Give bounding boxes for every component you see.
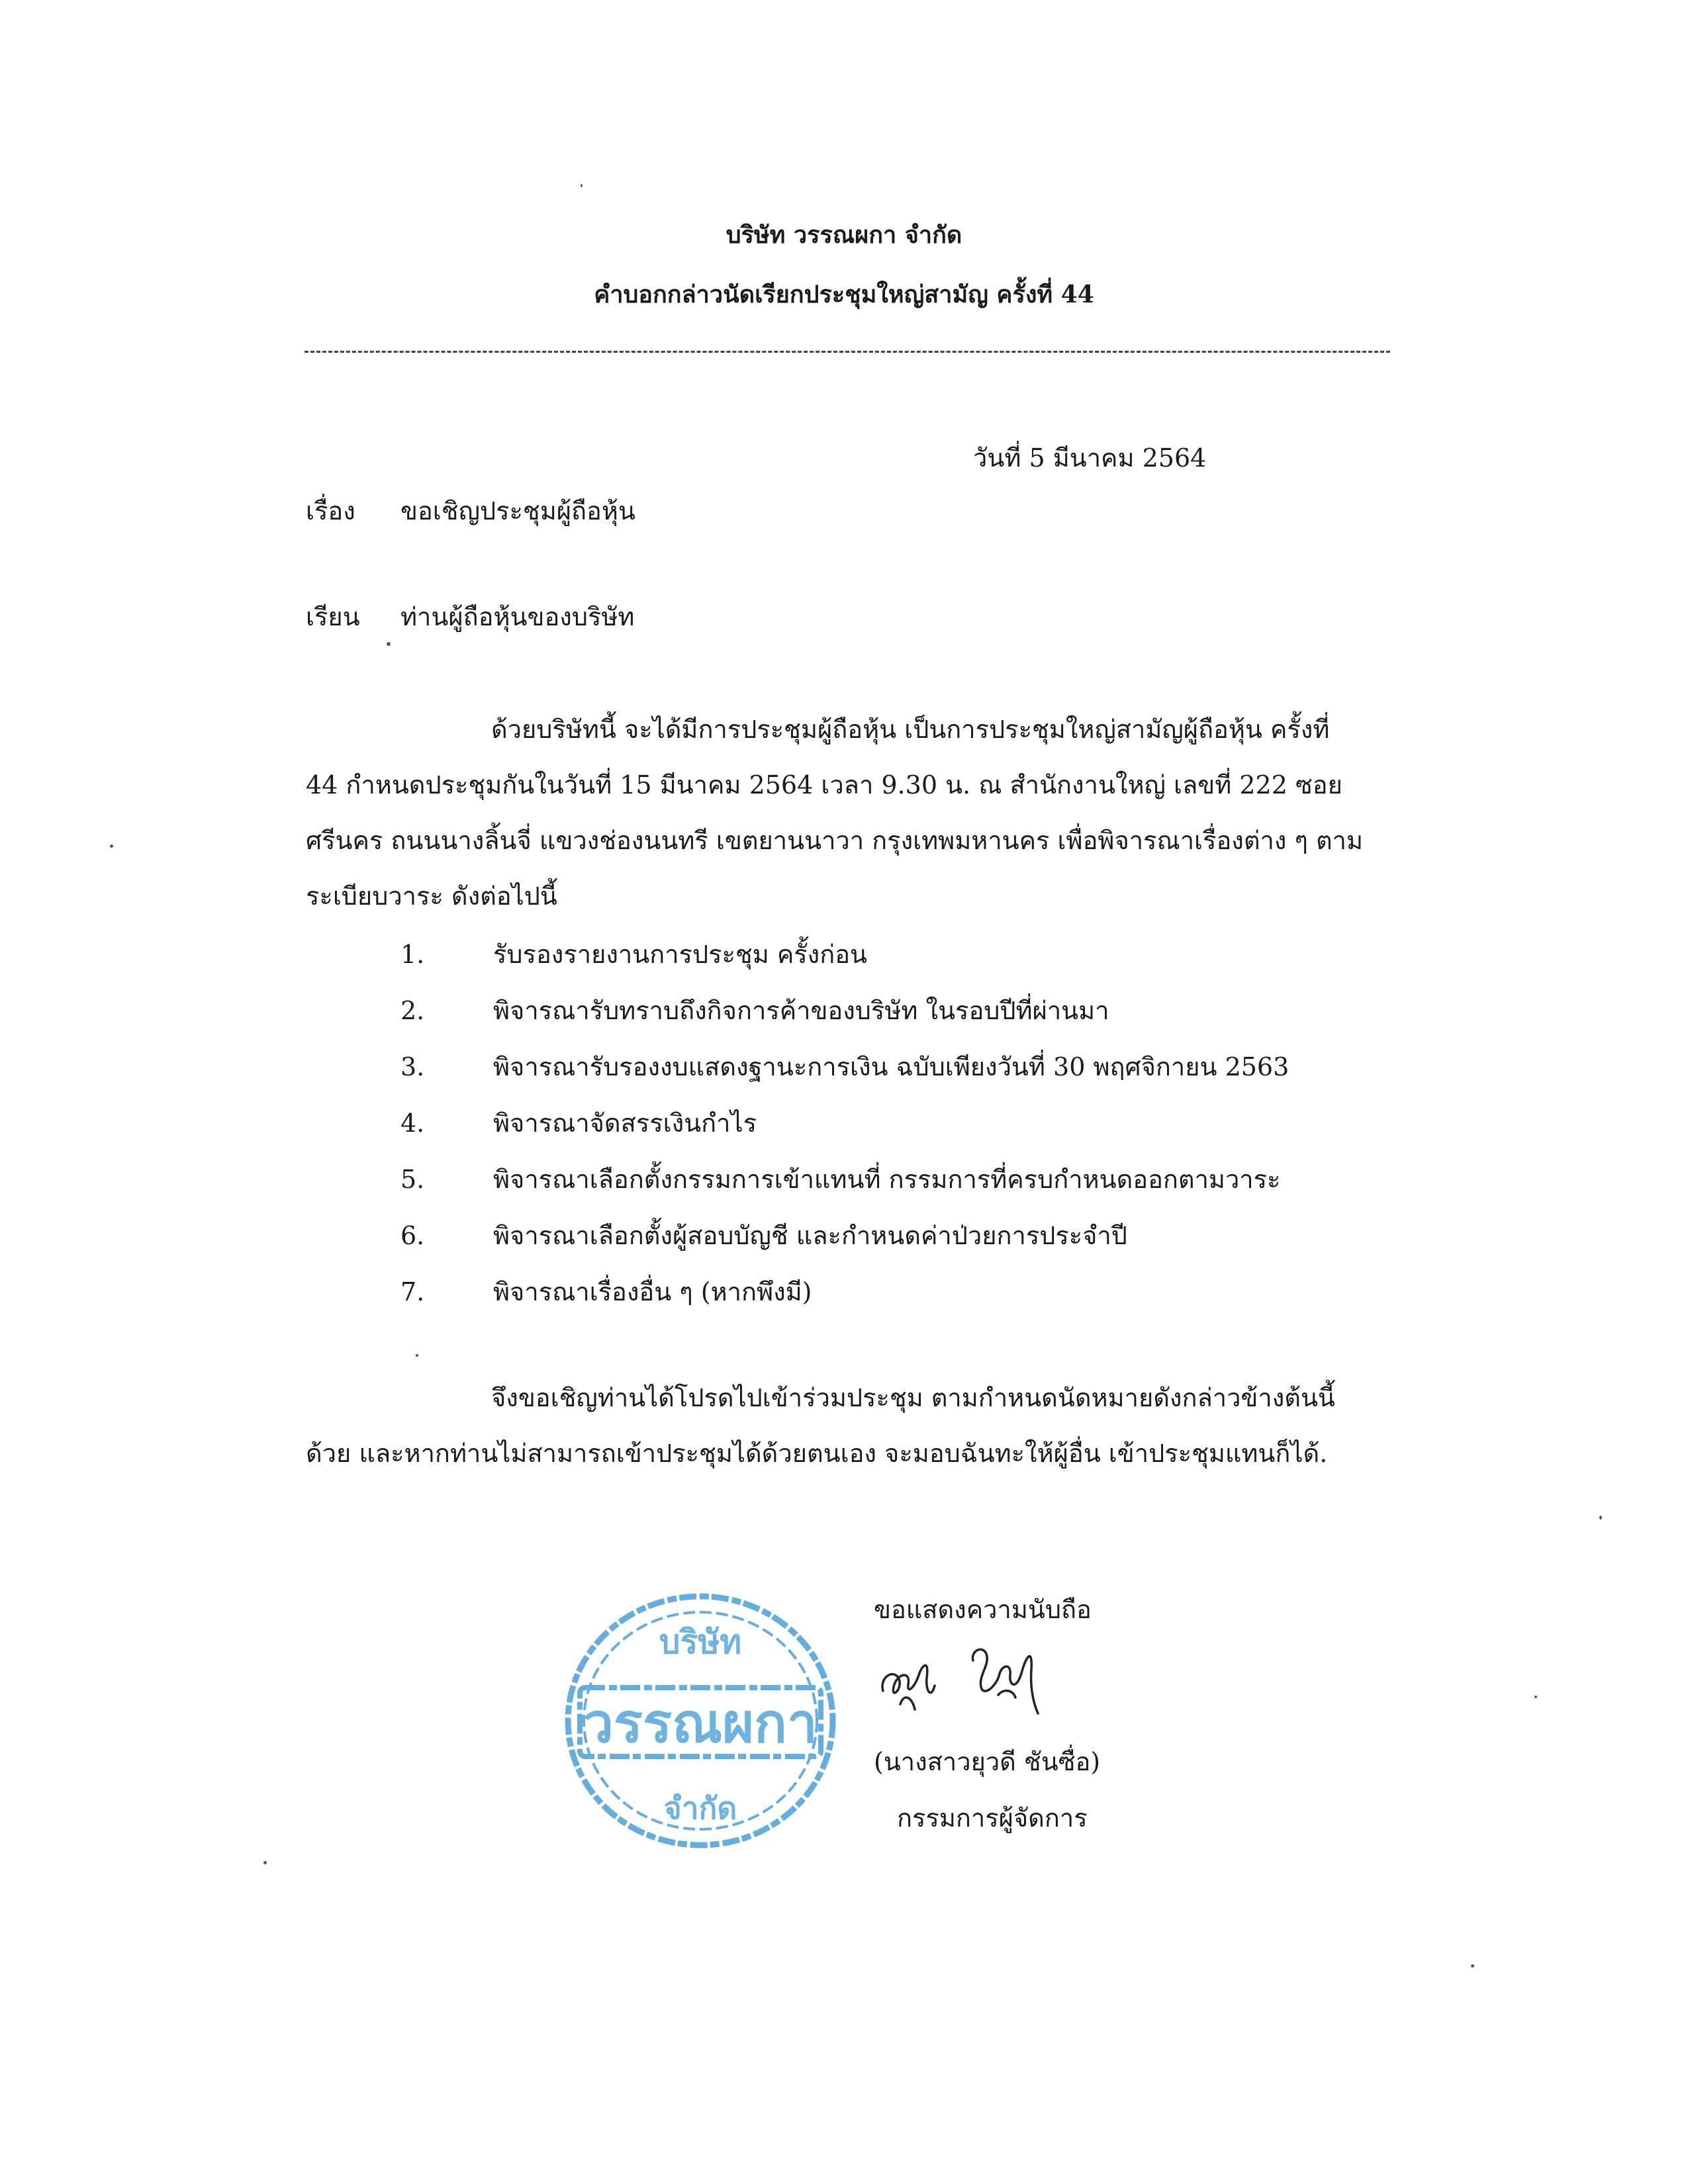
agenda-text: พิจารณารับรองงบแสดงฐานะการเงิน ฉบับเพียงวันที่ 30 พฤศจิกายน 2563 — [493, 1052, 1289, 1081]
agenda-text: พิจารณาเลือกตั้งกรรมการเข้าแทนที่ กรรมการที่ครบกำหนดออกตามวาระ — [493, 1165, 1281, 1194]
intro-paragraph — [306, 702, 1398, 924]
scan-speck — [387, 642, 391, 646]
scan-speck — [1471, 1964, 1474, 1968]
agenda-number: 5. — [400, 1165, 425, 1194]
agenda-item — [400, 1095, 1393, 1152]
agenda-number: 2. — [400, 996, 425, 1025]
agenda-number: 4. — [400, 1109, 425, 1138]
intro-line: 44 กำหนดประชุมกันในวันที่ 15 มีนาคม 2564 เวลา 9.30 น. ณ สำนักงานใหญ่ เลขที่ 222 ซอย — [306, 770, 1342, 799]
intro-line: ระเบียบวาระ ดังต่อไปนี้ — [306, 882, 557, 911]
seal-top-text: บริษัท — [659, 1623, 742, 1661]
agenda-number: 3. — [400, 1052, 425, 1081]
complimentary-close: ขอแสดงความนับถือ — [874, 1595, 1092, 1624]
scan-speck — [416, 1354, 418, 1357]
seal-bottom-text: จำกัด — [663, 1790, 737, 1826]
scan-speck — [581, 184, 583, 187]
handwritten-signature — [874, 1631, 1072, 1724]
agenda-list — [400, 927, 1393, 1320]
agenda-item — [400, 1152, 1393, 1208]
intro-line: ศรีนคร ถนนนางลิ้นจี่ แขวงช่องนนทรี เขตยานนาวา กรุงเทพมหานคร เพื่อพิจารณาเรื่องต่าง ๆ ตาม — [306, 826, 1364, 855]
letter-date: วันที่ 5 มีนาคม 2564 — [973, 443, 1207, 473]
agenda-item — [400, 1208, 1393, 1264]
scan-speck — [110, 844, 113, 848]
company-name: บริษัท วรรณผกา จำกัด — [726, 221, 962, 249]
scan-speck — [1534, 1696, 1537, 1698]
dashed-divider — [305, 351, 1390, 353]
agenda-text: พิจารณาจัดสรรเงินกำไร — [493, 1109, 757, 1138]
recipient-text: ท่านผู้ถือหุ้นของบริษัท — [400, 602, 635, 631]
scan-speck — [263, 1861, 267, 1864]
agenda-text: พิจารณาเรื่องอื่น ๆ (หากพึงมี) — [493, 1277, 812, 1306]
signatory-title: กรรมการผู้จัดการ — [897, 1803, 1088, 1833]
recipient-label: เรียน — [306, 602, 360, 631]
agenda-number: 7. — [400, 1277, 425, 1306]
intro-line: ด้วยบริษัทนี้ จะได้มีการประชุมผู้ถือหุ้น เป็นการประชุมใหญ่สามัญผู้ถือหุ้น ครั้งที่ — [491, 715, 1330, 744]
agenda-number: 1. — [400, 940, 425, 969]
subject-label: เรื่อง — [306, 496, 355, 525]
agenda-item — [400, 1039, 1393, 1095]
agenda-item — [400, 927, 1393, 983]
document-title: คำบอกกล่าวนัดเรียกประชุมใหญ่สามัญ ครั้งที่ 44 — [594, 281, 1094, 308]
scan-speck — [1599, 1516, 1602, 1520]
seal-center-text: วรรณผกา — [583, 1692, 818, 1755]
closing-line: จึงขอเชิญท่านได้โปรดไปเข้าร่วมประชุม ตามกำหนดนัดหมายดังกล่าวข้างต้นนี้ — [491, 1383, 1335, 1412]
agenda-text: พิจารณาเลือกตั้งผู้สอบบัญชี และกำหนดค่าป่วยการประจำปี — [493, 1221, 1127, 1250]
closing-paragraph — [306, 1370, 1398, 1481]
closing-line: ด้วย และหากท่านไม่สามารถเข้าประชุมได้ด้วยตนเอง จะมอบฉันทะให้ผู้อื่น เข้าประชุมแทนก็ได้. — [306, 1439, 1328, 1468]
agenda-item — [400, 983, 1393, 1039]
company-seal — [561, 1588, 839, 1853]
subject-text: ขอเชิญประชุมผู้ถือหุ้น — [400, 496, 635, 525]
agenda-text: พิจารณารับทราบถึงกิจการค้าของบริษัท ในรอบปีที่ผ่านมา — [493, 996, 1109, 1025]
signatory-name: (นางสาวยุวดี ชันซื่อ) — [874, 1747, 1101, 1776]
agenda-item — [400, 1264, 1393, 1320]
agenda-number: 6. — [400, 1221, 425, 1250]
agenda-text: รับรองรายงานการประชุม ครั้งก่อน — [493, 940, 868, 969]
